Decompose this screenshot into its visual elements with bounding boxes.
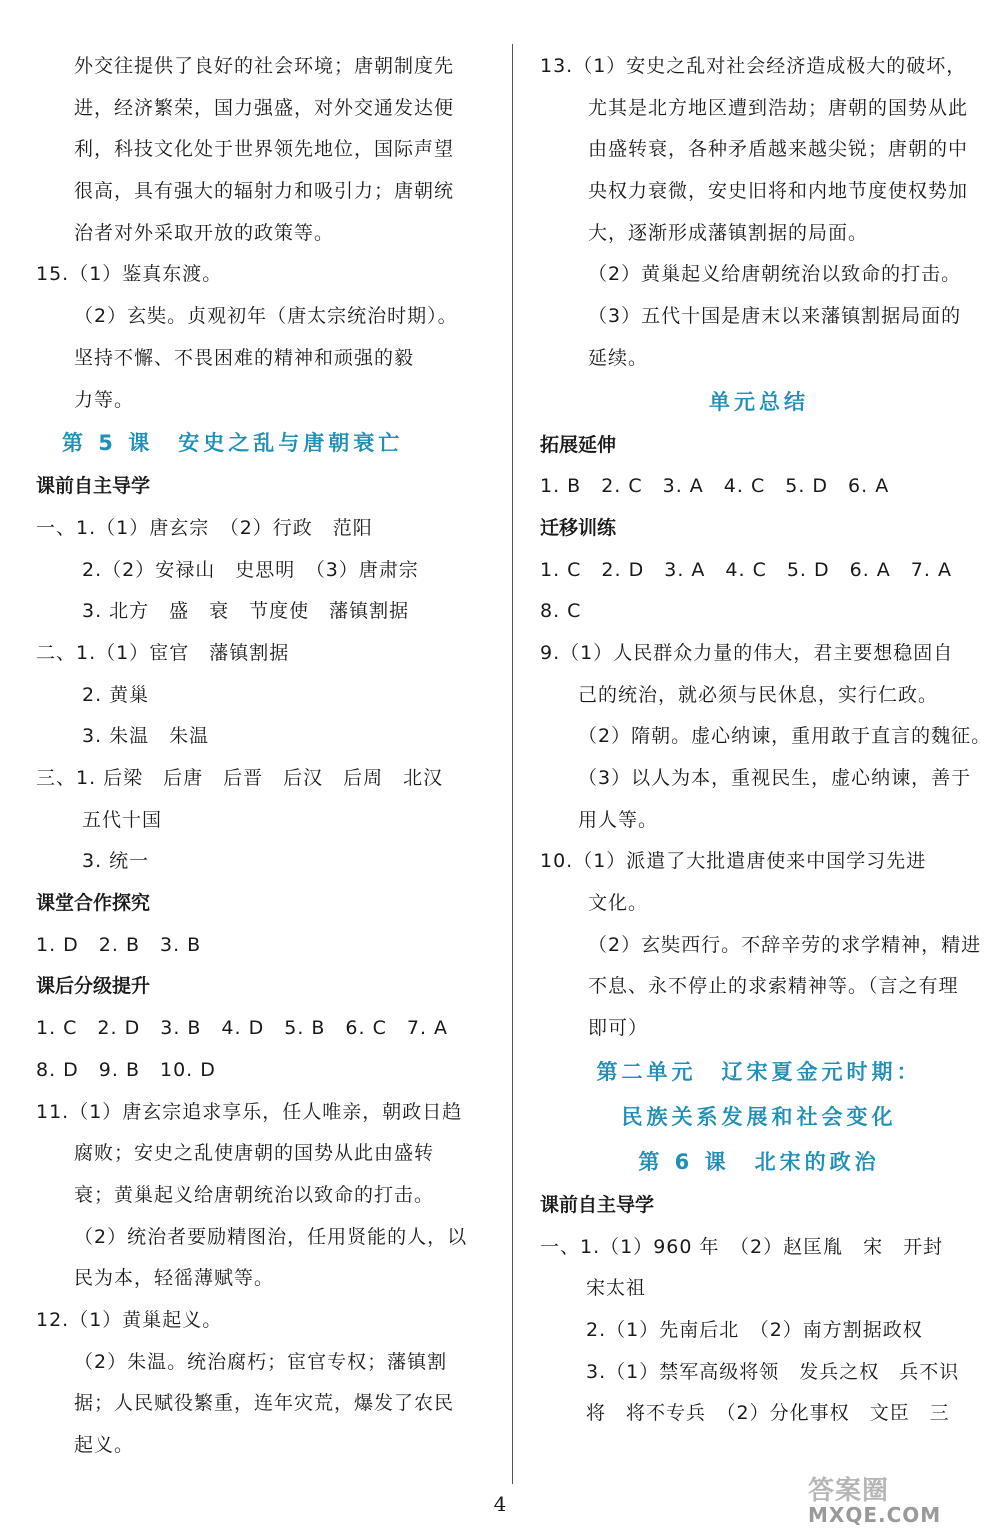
text-line: 坚持不懈、不畏困难的精神和顽强的毅 bbox=[74, 346, 415, 369]
text-line: 宋太祖 bbox=[586, 1277, 647, 1300]
text-line: 利，科技文化处于世界领先地位，国际声望 bbox=[74, 138, 455, 161]
section-title: 民族关系发展和社会变化 bbox=[621, 1104, 897, 1129]
text-line: 治者对外采取开放的政策等。 bbox=[74, 221, 335, 244]
text-line: 衰；黄巢起义给唐朝统治以致命的打击。 bbox=[74, 1183, 435, 1206]
text-line: 大，逐渐形成藩镇割据的局面。 bbox=[588, 221, 869, 244]
text-line: （3）五代十国是唐末以来藩镇割据局面的 bbox=[588, 305, 962, 328]
page-number: 4 bbox=[493, 1492, 507, 1516]
text-line: 用人等。 bbox=[578, 808, 659, 831]
section-heading: 课后分级提升 bbox=[36, 975, 151, 998]
text-line: 8. C bbox=[540, 600, 582, 623]
left-column bbox=[36, 46, 498, 1467]
watermark-logo bbox=[808, 1470, 941, 1527]
text-line: 起义。 bbox=[74, 1434, 135, 1456]
text-line: 延续。 bbox=[588, 346, 649, 369]
text-line: 进，经济繁荣，国力强盛，对外交通发达便 bbox=[74, 96, 455, 119]
text-line: 1. C 2. D 3. B 4. D 5. B 6. C 7. A bbox=[36, 1017, 449, 1040]
text-line: 11.（1）唐玄宗追求享乐，任人唯亲，朝政日趋 bbox=[36, 1100, 463, 1123]
text-line: 将 将不专兵 （2）分化事权 文臣 三 bbox=[586, 1402, 950, 1425]
text-line: 民为本，轻徭薄赋等。 bbox=[74, 1267, 275, 1290]
text-line: 由盛转衰，各种矛盾越来越尖锐；唐朝的中 bbox=[588, 138, 969, 161]
text-line: 3. 北方 盛 衰 节度使 藩镇割据 bbox=[82, 600, 410, 623]
column-divider bbox=[512, 44, 513, 1484]
watermark-text: 答案圈 bbox=[808, 1476, 890, 1506]
text-line: 1. C 2. D 3. A 4. C 5. D 6. A 7. A bbox=[540, 558, 952, 581]
text-line: （2）隋朝。虚心纳谏，重用敢于直言的魏征。 bbox=[578, 725, 992, 748]
text-line: 8. D 9. B 10. D bbox=[36, 1058, 216, 1081]
section-heading: 迁移训练 bbox=[540, 516, 617, 539]
text-line: 一、1.（1）960 年 （2）赵匡胤 宋 开封 bbox=[540, 1235, 944, 1258]
text-line: 1. B 2. C 3. A 4. C 5. D 6. A bbox=[540, 475, 890, 498]
section-title: 第二单元 辽宋夏金元时期： bbox=[596, 1059, 922, 1084]
text-line: 腐败；安史之乱使唐朝的国势从此由盛转 bbox=[74, 1142, 435, 1165]
text-line: 即可） bbox=[588, 1017, 649, 1040]
text-line: 1. D 2. B 3. B bbox=[36, 933, 202, 956]
text-line: 不息、永不停止的求索精神等。（言之有理 bbox=[588, 975, 959, 998]
text-line: 2. 黄巢 bbox=[82, 683, 150, 706]
text-line: 据；人民赋役繁重，连年灾荒，爆发了农民 bbox=[74, 1392, 455, 1415]
text-line: 尤其是北方地区遭到浩劫；唐朝的国势从此 bbox=[588, 96, 969, 119]
section-heading: 课堂合作探究 bbox=[36, 892, 151, 915]
text-line: （2）玄奘西行。不辞辛劳的求学精神，精进 bbox=[588, 933, 982, 956]
text-line: 12.（1）黄巢起义。 bbox=[36, 1308, 223, 1331]
section-title: 单元总结 bbox=[709, 389, 809, 414]
text-line: （2）黄巢起义给唐朝统治以致命的打击。 bbox=[588, 263, 962, 286]
text-line: 15.（1）鉴真东渡。 bbox=[36, 263, 223, 286]
section-heading: 课前自主导学 bbox=[540, 1193, 655, 1216]
text-line: 外交往提供了良好的社会环境；唐朝制度先 bbox=[74, 55, 455, 77]
text-line: 一、1.（1）唐玄宗 （2）行政 范阳 bbox=[36, 516, 373, 539]
section-title: 第 5 课 安史之乱与唐朝衰亡 bbox=[62, 431, 404, 456]
text-line: 文化。 bbox=[588, 892, 649, 915]
text-line: 3. 统一 bbox=[82, 850, 150, 873]
text-line: 央权力衰微，安史旧将和内地节度使权势加 bbox=[588, 180, 969, 203]
right-column bbox=[540, 46, 992, 1435]
text-line: 2.（2）安禄山 史思明 （3）唐肃宗 bbox=[82, 558, 419, 581]
text-line: 2.（1）先南后北 （2）南方割据政权 bbox=[586, 1318, 923, 1341]
text-line: 13.（1）安史之乱对社会经济造成极大的破坏， bbox=[540, 55, 967, 77]
text-line: 3.（1）禁军高级将领 发兵之权 兵不识 bbox=[586, 1360, 960, 1383]
watermark-url: MXQE.COM bbox=[808, 1503, 942, 1527]
text-line: 二、1.（1）宦官 藩镇割据 bbox=[36, 641, 290, 664]
text-line: 3. 朱温 朱温 bbox=[82, 725, 210, 748]
text-line: 10.（1）派遣了大批遣唐使来中国学习先进 bbox=[540, 850, 927, 873]
text-line: （2）统治者要励精图治，任用贤能的人，以 bbox=[74, 1225, 468, 1248]
section-heading: 拓展延伸 bbox=[540, 433, 617, 456]
text-line: 9.（1）人民群众力量的伟大，君主要想稳固自 bbox=[540, 641, 954, 664]
section-title: 第 6 课 北宋的政治 bbox=[638, 1149, 880, 1174]
text-line: 五代十国 bbox=[82, 808, 163, 831]
text-line: 很高，具有强大的辐射力和吸引力；唐朝统 bbox=[74, 180, 455, 203]
text-line: 力等。 bbox=[74, 388, 135, 411]
text-line: （2）玄奘。贞观初年（唐太宗统治时期）。 bbox=[74, 305, 458, 328]
text-line: （2）朱温。统治腐朽；宦官专权；藩镇割 bbox=[74, 1350, 448, 1373]
section-heading: 课前自主导学 bbox=[36, 475, 151, 498]
text-line: 三、1. 后梁 后唐 后晋 后汉 后周 北汉 bbox=[36, 767, 444, 789]
text-line: 己的统治，就必须与民休息，实行仁政。 bbox=[578, 683, 939, 706]
text-line: （3）以人为本，重视民生，虚心纳谏，善于 bbox=[578, 767, 972, 789]
